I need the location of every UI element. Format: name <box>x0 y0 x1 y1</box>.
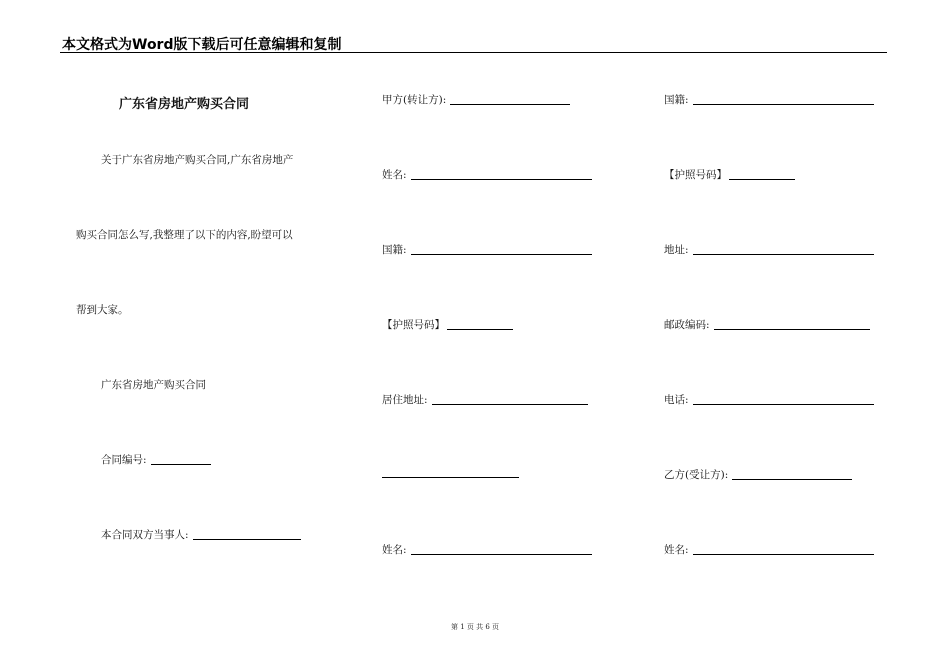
parties-blank[interactable] <box>193 539 301 540</box>
parties-label: 本合同双方当事人: <box>101 529 189 541</box>
postcode-label: 邮政编码: <box>664 319 710 331</box>
passport-blank-1[interactable] <box>447 329 513 330</box>
intro-text-3: 帮到大家。 <box>76 304 129 316</box>
nationality-blank-1[interactable] <box>411 254 592 255</box>
intro-paragraph-line-3 <box>76 303 129 317</box>
party-a-label: 甲方(转让方): <box>382 94 447 106</box>
intro-text-1: 关于广东省房地产购买合同,广东省房地产 <box>101 154 294 166</box>
address-blank-2[interactable] <box>693 254 874 255</box>
name-blank-2[interactable] <box>411 554 592 555</box>
contract-number-label: 合同编号: <box>101 454 147 466</box>
name-field-3 <box>664 543 874 557</box>
address-label-2: 地址: <box>664 244 689 256</box>
name-label-3: 姓名: <box>664 544 689 556</box>
nationality-field-2 <box>664 93 874 107</box>
party-b-label: 乙方(受让方): <box>664 469 729 481</box>
passport-label-1: 【护照号码】 <box>382 319 445 331</box>
nationality-blank-2[interactable] <box>693 104 874 105</box>
address-label-1: 居住地址: <box>382 394 428 406</box>
name-label-1: 姓名: <box>382 169 407 181</box>
address-blank-1[interactable] <box>432 404 588 405</box>
passport-field-2 <box>664 168 795 182</box>
intro-paragraph-line-1 <box>101 153 293 167</box>
phone-label: 电话: <box>664 394 689 406</box>
page-footer: 第 1 页 共 6 页 <box>450 623 500 631</box>
party-b-blank[interactable] <box>732 479 852 480</box>
phone-blank[interactable] <box>693 404 874 405</box>
parties-field <box>101 528 301 542</box>
contract-number-blank[interactable] <box>151 464 211 465</box>
contract-number-field <box>101 453 211 467</box>
name-blank-3[interactable] <box>693 554 874 555</box>
name-field-1 <box>382 168 592 182</box>
passport-blank-2[interactable] <box>729 179 795 180</box>
contract-subtitle <box>101 378 206 392</box>
party-a-blank[interactable] <box>450 104 570 105</box>
name-label-2: 姓名: <box>382 544 407 556</box>
address-field-2 <box>664 243 874 257</box>
passport-label-2: 【护照号码】 <box>664 169 727 181</box>
name-field-2 <box>382 543 592 557</box>
intro-text-2: 购买合同怎么写,我整理了以下的内容,盼望可以 <box>76 229 293 241</box>
party-b-field <box>664 468 852 482</box>
party-a-field <box>382 93 570 107</box>
name-blank-1[interactable] <box>411 179 592 180</box>
document-title: 广东省房地产购买合同 <box>119 97 250 112</box>
phone-field <box>664 393 874 407</box>
passport-field-1 <box>382 318 513 332</box>
nationality-label-1: 国籍: <box>382 244 407 256</box>
continuation-blank[interactable] <box>382 477 519 478</box>
nationality-label-2: 国籍: <box>664 94 689 106</box>
subtitle-text: 广东省房地产购买合同 <box>101 379 206 391</box>
address-field-1 <box>382 393 588 407</box>
header-title: 本文格式为Word版下载后可任意编辑和复制 <box>62 37 342 53</box>
postcode-blank[interactable] <box>714 329 870 330</box>
header-divider <box>60 52 887 53</box>
nationality-field-1 <box>382 243 592 257</box>
postcode-field <box>664 318 870 332</box>
intro-paragraph-line-2 <box>76 228 293 242</box>
